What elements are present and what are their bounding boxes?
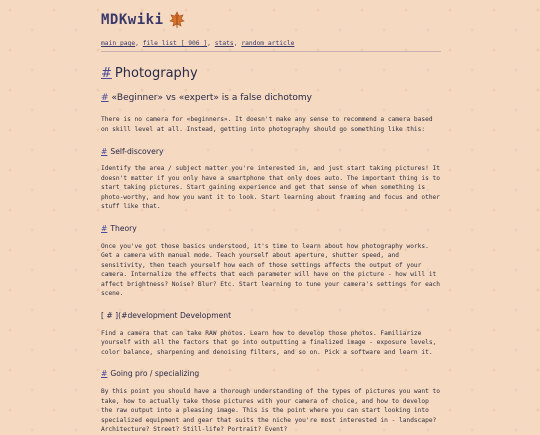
nav-file-list-link[interactable]: file list [ 906 ] xyxy=(142,40,208,47)
top-nav xyxy=(101,40,441,52)
nav-separator: , xyxy=(233,40,242,47)
nav-main-page-link[interactable]: main page xyxy=(101,40,136,47)
subsection-heading-text: Theory xyxy=(110,223,137,233)
nav-separator: , xyxy=(207,40,215,47)
nav-stats-link[interactable]: stats xyxy=(214,40,234,47)
subsection-heading-theory xyxy=(101,224,441,233)
section-heading xyxy=(101,93,441,103)
subsection-heading-self-discovery xyxy=(101,147,441,156)
section-anchor-link[interactable]: # xyxy=(101,93,109,103)
content-column xyxy=(101,8,441,435)
theory-paragraph: Once you've got those basics understood, it's time to learn about how photography works. Get a camera with manual mode. Teach yourself about aperture, shutter speed, and sensitivity, then teach yourself how each of those settings affects the output of your camera. Internalize the effects that each parameter will have on the picture - how will it affect brightness? Noise? Blur? Etc. Start learning to tune your camera's settings for each scene. xyxy=(101,242,440,297)
site-title[interactable]: MDKwiki xyxy=(101,12,164,28)
subsection-heading-text: Going pro / specializing xyxy=(110,369,200,378)
subsection-heading-text: Self-discovery xyxy=(110,147,164,156)
subsection-heading-text: [ # ](#development Development xyxy=(101,310,232,320)
intro-paragraph: There is no camera for «beginners». It doesn't make any sense to recommend a camera based on skill level at all. Instead, getting into photography should go something like this: xyxy=(101,116,433,133)
nav-separator: , xyxy=(135,40,143,47)
going-pro-paragraph: By this point you should have a thorough understanding of the types of pictures you want to take, how to actually take those pictures with your camera of choice, and how to develop the raw output into a pleasing image. This is the point where you can start looking into specialized equipment and gear that suits the niche you're most interested in - landscape? Architecture? Street? Still-life? Portrait? Event? xyxy=(101,388,440,433)
nav-random-article-link[interactable]: random article xyxy=(241,40,295,47)
subsection-heading-going-pro xyxy=(101,369,441,378)
title-anchor-link[interactable]: # xyxy=(101,66,112,81)
self-discovery-paragraph: Identify the area / subject matter you're interested in, and just start taking pictures! It doesn't matter if you only have a smartphone that only does auto. The important thing is to start taking pictures. Start gaining experience and get that sense of when something is photo-worthy, and how you want it to look. Start learning about framing and focus and other stuff like that. xyxy=(101,165,440,210)
subsection-anchor-link[interactable]: # xyxy=(101,369,108,378)
autumn-leaf-icon xyxy=(169,11,185,29)
subsection-anchor-link[interactable]: # xyxy=(101,223,108,233)
development-paragraph: Find a camera that can take RAW photos. Learn how to develop those photos. Familiarize yourself with all the factors that go into outputting a finalized image - exposure levels, color balance, sharpening and denoising filters, and so on. Pick a software and learn it. xyxy=(101,329,437,356)
page-title xyxy=(101,66,441,81)
site-header xyxy=(101,8,441,32)
subsection-heading-development xyxy=(101,311,441,320)
subsection-anchor-link[interactable]: # xyxy=(101,147,108,156)
section-heading-text: «Beginner» vs «expert» is a false dichotomy xyxy=(111,93,312,103)
page-title-text: Photography xyxy=(114,66,198,81)
